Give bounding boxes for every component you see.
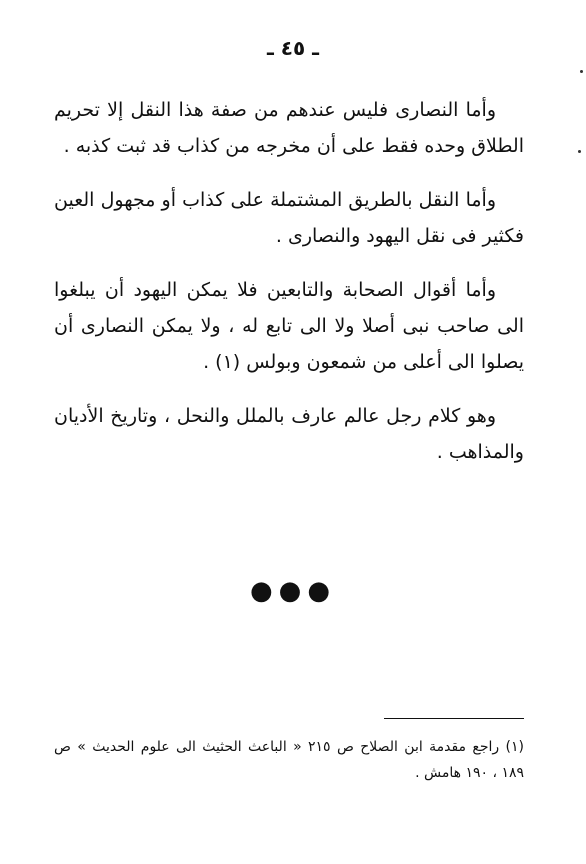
scan-speck	[578, 150, 581, 153]
body-text	[54, 92, 524, 488]
paragraph-3: وأما أقوال الصحابة والتابعين فلا يمكن اليهود أن يبلغوا الى صاحب نبى أصلا ولا الى تابع له ، ولا يمكن النصارى أن يصلوا الى أعلى من شمعون وبولس (١) .	[54, 279, 524, 373]
page-number: ـ ٤٥ ـ	[266, 36, 320, 60]
paragraph-1: وأما النصارى فليس عندهم من صفة هذا النقل إلا تحريم الطلاق وحده فقط على أن مخرجه من كذاب قد ثبت كذبه .	[54, 99, 524, 157]
section-separator: ●●●	[249, 576, 337, 606]
paragraph-4: وهو كلام رجل عالم عارف بالملل والنحل ، وتاريخ الأديان والمذاهب .	[54, 405, 524, 463]
footnote: (١) راجع مقدمة ابن الصلاح ص ٢١٥ « الباعث الحثيث الى علوم الحديث » ص ١٨٩ ، ١٩٠ هامش .	[54, 739, 524, 781]
paragraph-2: وأما النقل بالطريق المشتملة على كذاب أو مجهول العين فكثير فى نقل اليهود والنصارى .	[54, 189, 524, 247]
footnote-divider	[384, 718, 524, 719]
scan-speck	[580, 70, 583, 73]
